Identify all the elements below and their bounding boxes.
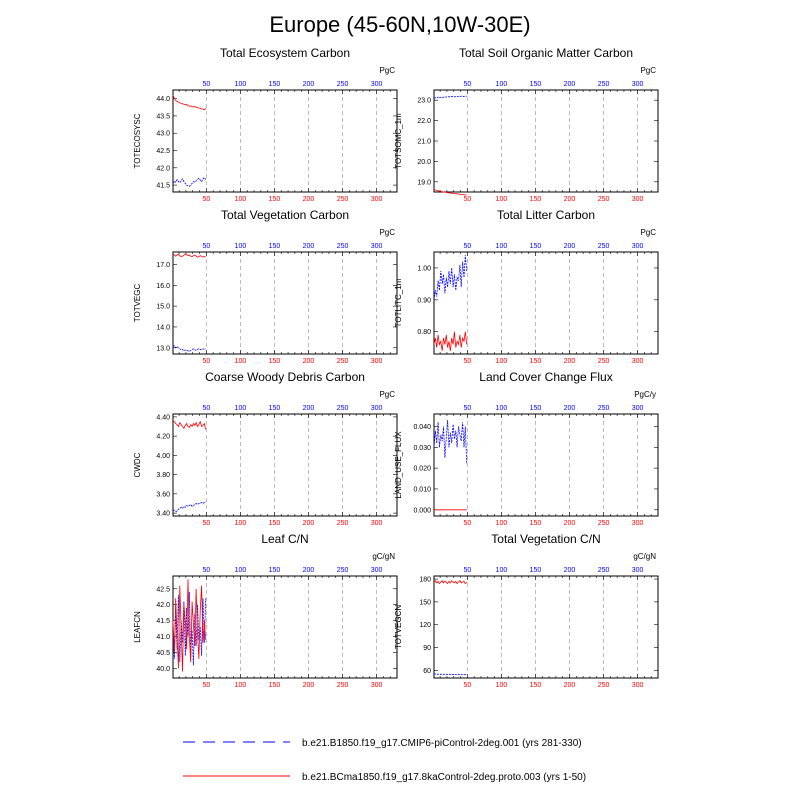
x-tick-label-top: 250: [336, 81, 349, 88]
chart-panel: [394, 532, 658, 689]
x-tick-label-bottom: 50: [463, 196, 472, 203]
x-tick-label-bottom: 100: [234, 358, 247, 365]
y-tick-label: 42.5: [156, 148, 170, 156]
x-tick-label-bottom: 300: [631, 358, 644, 365]
y-tick-label: 0.000: [413, 507, 431, 515]
x-tick-label-top: 100: [495, 81, 508, 88]
series-line-experiment: [434, 332, 467, 351]
x-tick-label-top: 200: [563, 405, 576, 412]
y-tick-label: 0.80: [417, 329, 431, 337]
x-tick-label-bottom: 300: [370, 358, 383, 365]
y-tick-label: 42.0: [156, 165, 170, 173]
y-tick-label: 0.010: [413, 486, 431, 494]
x-tick-label-bottom: 100: [234, 196, 247, 203]
chart-panel: [133, 208, 397, 365]
units-label: PgC/y: [634, 390, 656, 399]
x-tick-label-top: 300: [370, 405, 383, 412]
y-tick-label: 60: [423, 667, 431, 675]
x-tick-label-top: 100: [495, 405, 508, 412]
y-tick-label: 180: [419, 576, 431, 584]
y-tick-label: 20.0: [417, 158, 431, 166]
x-tick-label-bottom: 50: [463, 682, 472, 689]
chart-title: Total Ecosystem Carbon: [219, 46, 351, 60]
x-tick-label-top: 100: [234, 243, 247, 250]
x-tick-label-top: 50: [463, 405, 472, 412]
chart-title: Total Vegetation C/N: [491, 532, 601, 546]
x-tick-label-top: 250: [336, 567, 349, 574]
x-tick-label-top: 300: [370, 567, 383, 574]
y-tick-label: 40.0: [156, 665, 170, 673]
chart-panel: [133, 370, 397, 527]
x-tick-label-bottom: 200: [563, 358, 576, 365]
series-line-control: [434, 96, 467, 98]
y-tick-label: 19.0: [417, 179, 431, 187]
x-tick-label-top: 100: [495, 567, 508, 574]
y-tick-label: 4.00: [156, 452, 170, 460]
y-axis-label: TOTVEGC: [133, 283, 142, 323]
series-line-control: [434, 255, 467, 300]
y-tick-label: 16.0: [156, 282, 170, 290]
units-label: PgC: [379, 390, 395, 399]
x-tick-label-top: 150: [529, 81, 542, 88]
series-line-control: [173, 346, 206, 352]
chart-panel: [133, 46, 397, 203]
x-tick-label-bottom: 100: [234, 520, 247, 527]
series-line-experiment: [173, 95, 206, 110]
y-tick-label: 40.5: [156, 650, 170, 657]
series-line-control: [434, 674, 467, 675]
series-line-control: [173, 178, 206, 187]
x-tick-label-bottom: 50: [202, 196, 211, 203]
chart-title: Coarse Woody Debris Carbon: [205, 370, 365, 384]
x-tick-label-top: 250: [597, 567, 610, 574]
x-tick-label-top: 200: [302, 405, 315, 412]
y-tick-label: 0.020: [413, 465, 431, 473]
y-tick-label: 15.0: [156, 303, 170, 311]
x-tick-label-bottom: 150: [268, 196, 281, 203]
y-axis-label: TOTSOMC_1m: [394, 113, 403, 169]
y-tick-label: 21.0: [417, 138, 431, 146]
x-tick-label-bottom: 250: [597, 196, 610, 203]
y-axis-label: LEAFCN: [133, 611, 142, 643]
y-axis-label: LAND_USE_FLUX: [394, 431, 403, 499]
chart-title: Total Soil Organic Matter Carbon: [458, 46, 634, 60]
chart-panel: [133, 532, 397, 689]
x-tick-label-bottom: 50: [202, 682, 211, 689]
units-label: PgC: [640, 66, 656, 75]
x-tick-label-top: 50: [202, 567, 211, 574]
y-tick-label: 23.0: [417, 97, 431, 105]
x-tick-label-top: 300: [631, 243, 644, 250]
x-tick-label-bottom: 50: [463, 520, 472, 527]
y-tick-label: 0.030: [413, 444, 431, 452]
x-tick-label-top: 100: [495, 243, 508, 250]
y-tick-label: 3.80: [156, 472, 170, 480]
legend-label: b.e21.BCma1850.f19_g17.8kaControl-2deg.proto.003 (yrs 1-50): [302, 772, 587, 783]
y-tick-label: 4.40: [156, 414, 170, 422]
x-tick-label-top: 200: [563, 243, 576, 250]
x-tick-label-top: 300: [631, 567, 644, 574]
x-tick-label-bottom: 250: [597, 520, 610, 527]
x-tick-label-top: 300: [370, 81, 383, 88]
x-tick-label-bottom: 150: [268, 520, 281, 527]
x-tick-label-top: 50: [463, 81, 472, 88]
x-tick-label-top: 200: [302, 567, 315, 574]
x-tick-label-top: 300: [370, 243, 383, 250]
x-tick-label-bottom: 50: [463, 358, 472, 365]
x-tick-label-bottom: 100: [234, 682, 247, 689]
units-label: gC/gN: [372, 552, 395, 561]
chart-title: Leaf C/N: [261, 532, 309, 546]
x-tick-label-bottom: 250: [597, 358, 610, 365]
x-tick-label-bottom: 300: [631, 196, 644, 203]
y-tick-label: 150: [419, 599, 431, 607]
chart-panel: [394, 208, 658, 365]
x-tick-label-top: 200: [563, 81, 576, 88]
y-axis-label: CWDC: [133, 452, 142, 478]
x-tick-label-bottom: 300: [631, 682, 644, 689]
x-tick-label-top: 250: [597, 405, 610, 412]
series-line-experiment: [434, 581, 467, 584]
x-tick-label-bottom: 250: [336, 682, 349, 689]
series-line-experiment: [173, 421, 206, 430]
x-tick-label-top: 150: [268, 405, 281, 412]
x-tick-label-bottom: 200: [302, 682, 315, 689]
x-tick-label-bottom: 150: [529, 520, 542, 527]
y-axis-label: TOTECOSYSC: [133, 113, 142, 169]
units-label: PgC: [379, 66, 395, 75]
chart-title: Total Litter Carbon: [496, 208, 596, 222]
x-tick-label-bottom: 250: [336, 196, 349, 203]
y-tick-label: 41.5: [156, 618, 170, 626]
y-axis-label: TOTLITC_1m: [394, 278, 403, 328]
x-tick-label-bottom: 150: [529, 682, 542, 689]
x-tick-label-top: 150: [529, 405, 542, 412]
panels: [133, 46, 658, 689]
x-tick-label-top: 150: [529, 243, 542, 250]
x-tick-label-top: 50: [202, 81, 211, 88]
y-tick-label: 1.00: [417, 265, 431, 273]
y-tick-label: 43.0: [156, 130, 170, 138]
y-tick-label: 4.20: [156, 433, 170, 441]
chart-title: Land Cover Change Flux: [479, 370, 613, 384]
x-tick-label-top: 100: [234, 567, 247, 574]
x-tick-label-top: 150: [268, 81, 281, 88]
x-tick-label-top: 150: [529, 567, 542, 574]
x-tick-label-bottom: 200: [302, 520, 315, 527]
x-tick-label-bottom: 150: [529, 358, 542, 365]
x-tick-label-bottom: 150: [268, 682, 281, 689]
x-tick-label-bottom: 300: [631, 520, 644, 527]
x-tick-label-top: 50: [202, 243, 211, 250]
units-label: PgC: [640, 228, 656, 237]
y-tick-label: 90: [423, 645, 431, 653]
x-tick-label-bottom: 150: [268, 358, 281, 365]
x-tick-label-bottom: 50: [202, 358, 211, 365]
series-line-experiment: [173, 254, 206, 257]
x-tick-label-top: 300: [631, 81, 644, 88]
x-tick-label-top: 100: [234, 81, 247, 88]
x-tick-label-top: 200: [302, 81, 315, 88]
x-tick-label-bottom: 50: [202, 520, 211, 527]
x-tick-label-top: 200: [302, 243, 315, 250]
y-tick-label: 3.40: [156, 510, 170, 518]
y-tick-label: 3.60: [156, 491, 170, 499]
x-tick-label-bottom: 300: [370, 196, 383, 203]
x-tick-label-bottom: 200: [563, 196, 576, 203]
x-tick-label-bottom: 200: [563, 682, 576, 689]
y-tick-label: 120: [419, 622, 431, 630]
x-tick-label-top: 250: [336, 243, 349, 250]
chart-panel: [394, 370, 658, 527]
y-tick-label: 41.0: [156, 634, 170, 642]
x-tick-label-top: 150: [268, 567, 281, 574]
x-tick-label-bottom: 200: [302, 196, 315, 203]
x-tick-label-top: 100: [234, 405, 247, 412]
y-tick-label: 43.5: [156, 113, 170, 121]
y-tick-label: 41.5: [156, 182, 170, 190]
units-label: gC/gN: [633, 552, 656, 561]
y-tick-label: 42.5: [156, 586, 170, 594]
series-line-control: [173, 502, 206, 512]
x-tick-label-bottom: 300: [370, 520, 383, 527]
series-line-control: [434, 420, 467, 464]
x-tick-label-top: 300: [631, 405, 644, 412]
x-tick-label-bottom: 300: [370, 682, 383, 689]
x-tick-label-bottom: 250: [597, 682, 610, 689]
y-tick-label: 14.0: [156, 324, 170, 332]
y-tick-label: 22.0: [417, 118, 431, 126]
x-tick-label-top: 250: [336, 405, 349, 412]
y-tick-label: 17.0: [156, 261, 170, 269]
legend: [183, 738, 586, 783]
y-axis-label: TOTVEGCN: [394, 604, 403, 650]
x-tick-label-top: 50: [463, 567, 472, 574]
x-tick-label-bottom: 150: [529, 196, 542, 203]
x-tick-label-top: 50: [202, 405, 211, 412]
x-tick-label-bottom: 100: [495, 682, 508, 689]
y-tick-label: 0.040: [413, 423, 431, 431]
y-tick-label: 44.0: [156, 96, 170, 104]
x-tick-label-top: 200: [563, 567, 576, 574]
x-tick-label-top: 50: [463, 243, 472, 250]
x-tick-label-top: 250: [597, 81, 610, 88]
y-tick-label: 13.0: [156, 345, 170, 353]
chart-title: Total Vegetation Carbon: [220, 208, 350, 222]
legend-label: b.e21.B1850.f19_g17.CMIP6-piControl-2deg.001 (yrs 281-330): [302, 738, 582, 749]
y-tick-label: 42.0: [156, 602, 170, 610]
x-tick-label-bottom: 250: [336, 358, 349, 365]
x-tick-label-bottom: 100: [495, 520, 508, 527]
x-tick-label-bottom: 250: [336, 520, 349, 527]
units-label: PgC: [379, 228, 395, 237]
x-tick-label-top: 250: [597, 243, 610, 250]
chart-panel: [394, 46, 658, 203]
x-tick-label-bottom: 100: [495, 358, 508, 365]
y-tick-label: 0.90: [417, 297, 431, 305]
x-tick-label-bottom: 100: [495, 196, 508, 203]
x-tick-label-bottom: 200: [302, 358, 315, 365]
x-tick-label-bottom: 200: [563, 520, 576, 527]
x-tick-label-top: 150: [268, 243, 281, 250]
figure-title: Europe (45-60N,10W-30E): [269, 12, 531, 37]
